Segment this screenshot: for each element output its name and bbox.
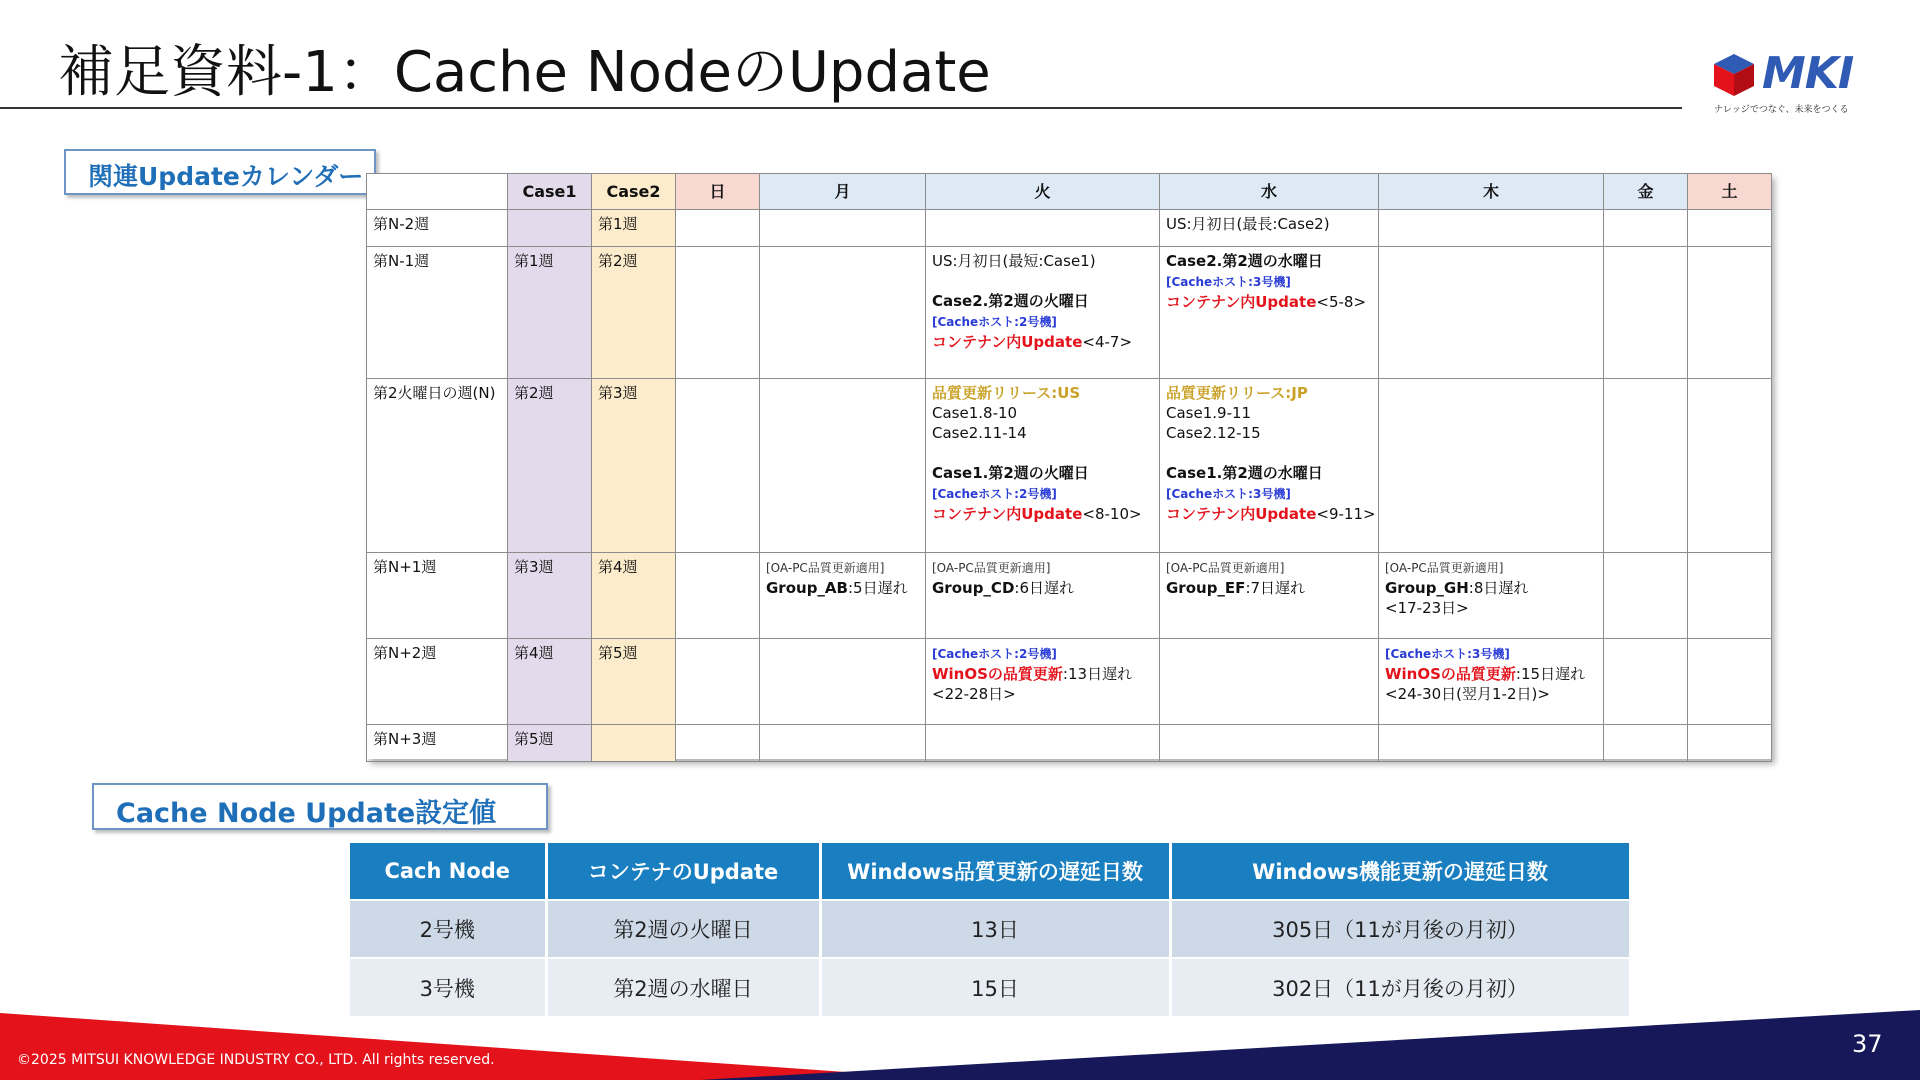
header-fri: 金 [1604,174,1688,210]
calendar-row [367,725,1772,762]
calendar-case1-cell [508,210,592,247]
calendar-case1-cell: 第2週 [508,379,592,553]
calendar-wed-cell [1160,379,1379,553]
calendar-entry-text: <17-23日> [1385,599,1469,617]
calendar-fri-cell [1604,639,1688,725]
header-sun: 日 [676,174,760,210]
calendar-sat-cell [1688,553,1772,639]
header-week [367,174,508,210]
calendar-entry [1166,463,1372,483]
calendar-entry [932,504,1153,524]
calendar-tue-cell [926,379,1160,553]
calendar-case2-cell: 第4週 [592,553,676,639]
calendar-entry [1385,643,1597,664]
calendar-entry [1385,598,1597,618]
calendar-row [367,247,1772,379]
header-mon: 月 [760,174,926,210]
calendar-entry-text: Case2.第2週の火曜日 [932,292,1089,310]
update-calendar [366,173,1771,759]
calendar-sat-cell [1688,639,1772,725]
calendar-row [367,553,1772,639]
page-number: 37 [1852,1030,1883,1058]
calendar-entry [932,291,1153,311]
calendar-entry-text: Group_GH [1385,579,1469,597]
calendar-entry-text: [OA-PC品質更新適用] [1385,561,1504,575]
calendar-entry-text: [OA-PC品質更新適用] [1166,561,1285,575]
calendar-thu-cell [1379,553,1604,639]
calendar-entry-text: Case1.第2週の水曜日 [1166,464,1323,482]
calendar-entry-suffix: :13日遅れ [1062,665,1133,683]
calendar-thu-cell [1379,639,1604,725]
calendar-entry [1166,578,1372,598]
calendar-entry-suffix: <9-11> [1316,505,1376,523]
calendar-entry-text: US:月初日(最長:Case2) [1166,215,1330,233]
calendar-entry-text: コンテナン内Update [932,333,1083,351]
calendar-entry [1166,557,1372,578]
calendar-mon-cell [760,725,926,762]
calendar-entry [1166,483,1372,504]
calendar-row [367,639,1772,725]
calendar-entry [932,251,1153,271]
calendar-entry-text: [Cacheホスト:3号機] [1166,487,1291,501]
calendar-entry-text: <22-28日> [932,685,1016,703]
header-case2: Case2 [592,174,676,210]
footer-navy-wedge [700,1010,1920,1080]
calendar-entry [1166,423,1372,443]
calendar-thu-cell [1379,247,1604,379]
calendar-entry [932,664,1153,684]
calendar-mon-cell [760,553,926,639]
header-wed: 水 [1160,174,1379,210]
calendar-thu-cell [1379,379,1604,553]
calendar-mon-cell [760,247,926,379]
settings-cell: 3号機 [350,958,546,1016]
settings-table [350,843,1632,1016]
settings-header-quality: Windows品質更新の遅延日数 [820,843,1170,900]
header-thu: 木 [1379,174,1604,210]
calendar-case2-cell: 第3週 [592,379,676,553]
calendar-entry [1166,292,1372,312]
calendar-entry [932,383,1153,403]
calendar-fri-cell [1604,210,1688,247]
calendar-week-cell: 第N+1週 [367,553,508,639]
calendar-row [367,210,1772,247]
calendar-entry [932,403,1153,423]
calendar-entry-text: <24-30日(翌月1-2日)> [1385,685,1550,703]
calendar-mon-cell [760,210,926,247]
logo-tagline: ナレッジでつなぐ、未来をつくる [1714,105,1849,115]
calendar-case1-cell: 第5週 [508,725,592,762]
settings-section-label: Cache Node Update設定値 [92,783,548,830]
footer-band [0,1000,1920,1080]
calendar-week-cell: 第N+2週 [367,639,508,725]
calendar-entry [932,578,1153,598]
calendar-sun-cell [676,210,760,247]
settings-header-node: Cach Node [350,843,546,900]
calendar-entry-suffix: :8日遅れ [1468,579,1529,597]
title-divider [0,107,1682,109]
calendar-entry-suffix: <5-8> [1316,293,1367,311]
settings-header-container: コンテナのUpdate [546,843,820,900]
calendar-fri-cell [1604,247,1688,379]
calendar-case2-cell: 第2週 [592,247,676,379]
calendar-wed-cell [1160,210,1379,247]
copyright-text: ©2025 MITSUI KNOWLEDGE INDUSTRY CO., LTD. All rights reserved. [17,1052,495,1068]
slide-title: 補足資料-1：Cache NodeのUpdate [58,40,991,105]
calendar-entry-suffix: :7日遅れ [1245,579,1306,597]
calendar-entry [932,311,1153,332]
calendar-entry [766,557,919,578]
calendar-entry-text: [Cacheホスト:2号機] [932,647,1057,661]
settings-cell: 第2週の水曜日 [546,958,820,1016]
calendar-sun-cell [676,553,760,639]
calendar-entry [766,578,919,598]
footer-red-band [0,1013,960,1080]
calendar-entry-text: WinOSの品質更新 [1385,665,1516,683]
settings-cell: 305日（11が月後の月初） [1170,900,1630,958]
calendar-week-cell: 第N-2週 [367,210,508,247]
calendar-entry [932,271,1153,291]
header-case1: Case1 [508,174,592,210]
calendar-entry [1166,403,1372,423]
calendar-sun-cell [676,379,760,553]
calendar-tue-cell [926,210,1160,247]
calendar-entry [1166,504,1376,524]
calendar-entry-text: Group_CD [932,579,1015,597]
calendar-sun-cell [676,247,760,379]
calendar-mon-cell [760,639,926,725]
settings-cell: 13日 [820,900,1170,958]
calendar-wed-cell [1160,639,1379,725]
calendar-entry-text: 品質更新リリース:JP [1166,384,1308,402]
calendar-entry-suffix: <4-7> [1082,333,1133,351]
calendar-entry [932,463,1153,483]
calendar-week-cell: 第N+3週 [367,725,508,762]
calendar-entry [1385,664,1597,684]
calendar-entry [932,423,1153,443]
calendar-mon-cell [760,379,926,553]
calendar-case2-cell: 第5週 [592,639,676,725]
settings-cell: 302日（11が月後の月初） [1170,958,1630,1016]
calendar-entry-suffix: :6日遅れ [1014,579,1074,597]
calendar-case1-cell: 第4週 [508,639,592,725]
calendar-entry-text: Group_EF [1166,579,1246,597]
calendar-entry [932,332,1153,352]
calendar-entry [1166,443,1372,463]
calendar-tue-cell [926,725,1160,762]
calendar-entry-suffix: :15日遅れ [1515,665,1586,683]
logo-wordmark: MKI [1762,48,1854,99]
calendar-entry [932,443,1153,463]
calendar-thu-cell [1379,725,1604,762]
calendar-case1-cell: 第1週 [508,247,592,379]
calendar-fri-cell [1604,379,1688,553]
calendar-sat-cell [1688,725,1772,762]
settings-header-feature: Windows機能更新の遅延日数 [1170,843,1630,900]
calendar-tue-cell [926,247,1160,379]
calendar-entry-text: Case2.12-15 [1166,424,1261,442]
calendar-entry-text: [Cacheホスト:3号機] [1385,647,1510,661]
calendar-entry [1166,271,1372,292]
calendar-entry-text: コンテナン内Update [932,505,1083,523]
header-sat: 土 [1688,174,1772,210]
calendar-section-label: 関連Updateカレンダー [64,149,376,195]
calendar-sun-cell [676,639,760,725]
calendar-entry [1385,684,1597,704]
calendar-row [367,379,1772,553]
calendar-wed-cell [1160,725,1379,762]
calendar-table [366,173,1772,762]
calendar-entry-text: Case1.第2週の火曜日 [932,464,1089,482]
calendar-entry-text: [Cacheホスト:2号機] [932,315,1057,329]
settings-row [350,900,1630,958]
calendar-entry [932,557,1153,578]
calendar-entry-text: Case2.第2週の水曜日 [1166,252,1323,270]
calendar-wed-cell [1160,553,1379,639]
calendar-sat-cell [1688,247,1772,379]
calendar-entry [932,684,1153,704]
company-logo [1712,48,1872,118]
calendar-sat-cell [1688,210,1772,247]
calendar-entry-text: 品質更新リリース:US [932,384,1081,402]
calendar-sat-cell [1688,379,1772,553]
calendar-entry-text: [Cacheホスト:3号機] [1166,275,1291,289]
calendar-entry-text: Case1.8-10 [932,404,1018,422]
calendar-tue-cell [926,639,1160,725]
calendar-entry-suffix: :5日遅れ [847,579,908,597]
calendar-week-cell: 第N-1週 [367,247,508,379]
calendar-thu-cell [1379,210,1604,247]
calendar-entry-text: [Cacheホスト:2号機] [932,487,1057,501]
calendar-entry-text: コンテナン内Update [1166,293,1317,311]
calendar-entry-text: US:月初日(最短:Case1) [932,252,1096,270]
settings-cell: 15日 [820,958,1170,1016]
logo-cube-icon [1712,52,1756,98]
calendar-entry-text: WinOSの品質更新 [932,665,1063,683]
calendar-fri-cell [1604,725,1688,762]
calendar-header-row [367,174,1772,210]
calendar-entry [932,483,1153,504]
calendar-entry-text: Case2.11-14 [932,424,1027,442]
calendar-entry [1166,251,1372,271]
calendar-entry-text: [OA-PC品質更新適用] [766,561,885,575]
calendar-entry [1166,383,1372,403]
calendar-entry-text: コンテナン内Update [1166,505,1317,523]
calendar-case2-cell: 第1週 [592,210,676,247]
calendar-entry-text: Group_AB [766,579,848,597]
settings-cell: 2号機 [350,900,546,958]
calendar-week-cell: 第2火曜日の週(N) [367,379,508,553]
calendar-entry-text: Case1.9-11 [1166,404,1252,422]
calendar-wed-cell [1160,247,1379,379]
calendar-fri-cell [1604,553,1688,639]
calendar-case1-cell: 第3週 [508,553,592,639]
calendar-entry [932,643,1153,664]
calendar-entry-suffix: <8-10> [1082,505,1142,523]
calendar-entry [1166,214,1372,234]
settings-cell: 第2週の火曜日 [546,900,820,958]
settings-header-row [350,843,1630,900]
calendar-tue-cell [926,553,1160,639]
calendar-sun-cell [676,725,760,762]
calendar-entry [1385,557,1597,578]
header-tue: 火 [926,174,1160,210]
calendar-case2-cell [592,725,676,762]
calendar-entry [1385,578,1597,598]
calendar-entry-text: [OA-PC品質更新適用] [932,561,1051,575]
